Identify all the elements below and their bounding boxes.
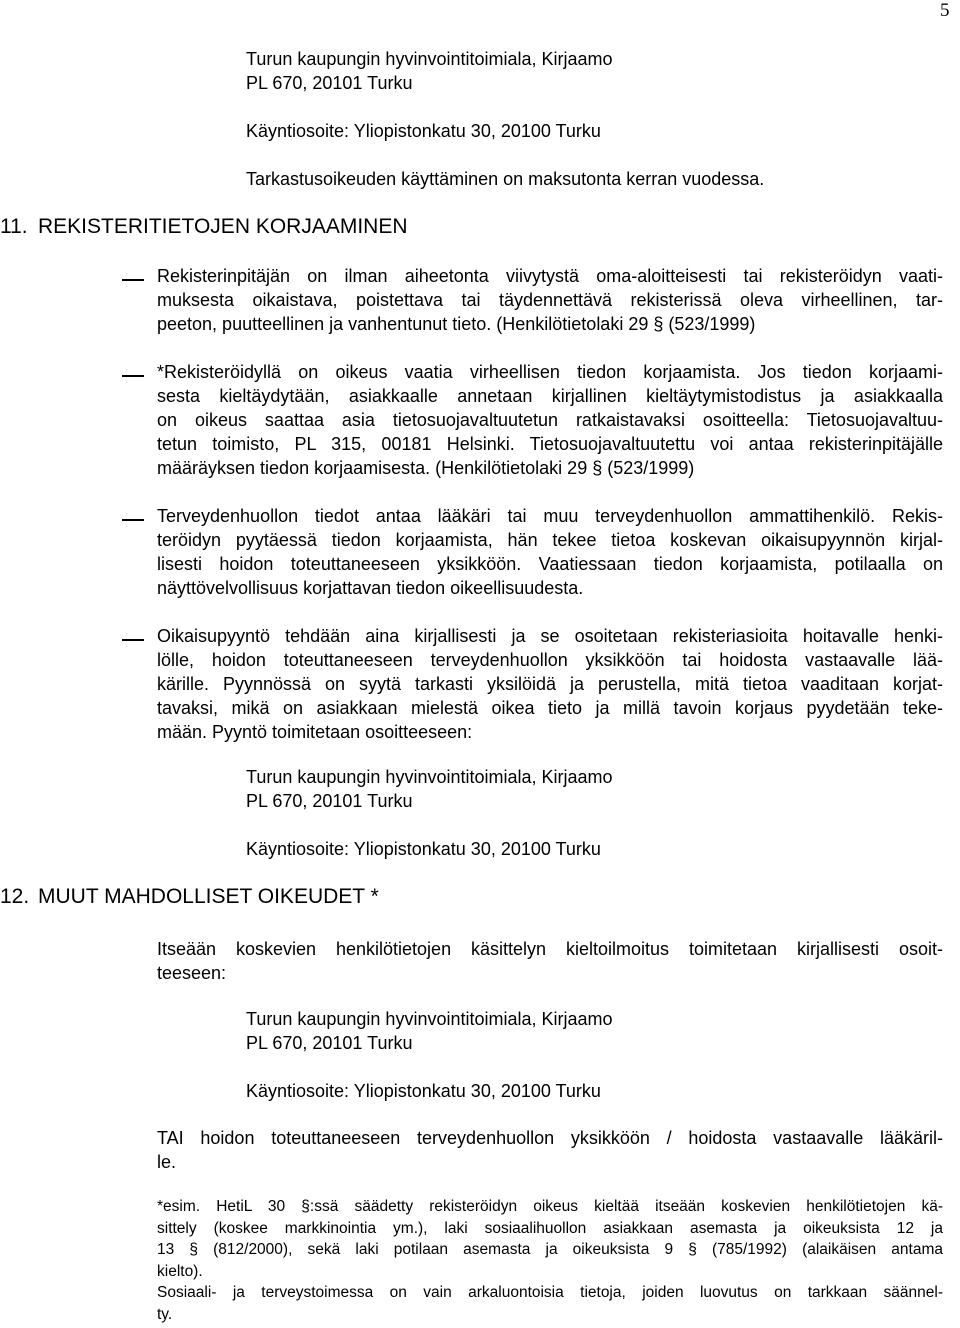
correction-paragraph-3 <box>157 504 943 600</box>
text-line: tavaksi, mikä on asiakkaan mielestä oikea tieto ja millä tavoin korjaus pyydetään teke- <box>157 698 943 718</box>
address-line-2: PL 670, 20101 Turku <box>246 1033 413 1053</box>
text-line: TAI hoidon toteuttaneeseen terveydenhuollon yksikköön / hoidosta vastaavalle lääkäril- <box>157 1128 943 1148</box>
footnote-line: Sosiaali- ja terveystoimessa on vain arkaluontoisia tietoja, joiden luovutus on tarkkaan säännel- <box>157 1284 943 1301</box>
text-line: le. <box>157 1152 177 1172</box>
correction-paragraph-4 <box>157 624 943 744</box>
text-line: on oikeus saattaa asia tietosuojavaltuutetun ratkaistavaksi osoitteella: Tietosuojavaltuu- <box>157 410 943 430</box>
fee-note: Tarkastusoikeuden käyttäminen on maksutonta kerran vuodessa. <box>246 169 765 189</box>
alternative-recipient-paragraph <box>157 1126 943 1174</box>
correction-paragraph-1 <box>157 264 943 336</box>
text-line: mään. Pyyntö toimitetaan osoitteeseen: <box>157 722 473 742</box>
footnote-line: kielto). <box>157 1262 203 1280</box>
visiting-address: Käyntiosoite: Yliopistonkatu 30, 20100 Turku <box>246 839 601 859</box>
page-number: 5 <box>940 0 950 21</box>
text-line: kärille. Pyynnössä on syytä tarkasti yksilöidä ja perustella, mitä tietoa vaaditaan korjat- <box>157 674 943 694</box>
section-12-title: MUUT MAHDOLLISET OIKEUDET * <box>38 885 379 908</box>
bullet-dash <box>122 519 144 521</box>
bullet-dash <box>122 375 144 377</box>
section-11-number: 11. <box>0 215 28 238</box>
visiting-address: Käyntiosoite: Yliopistonkatu 30, 20100 Turku <box>246 1081 601 1101</box>
correction-paragraph-2 <box>157 360 943 480</box>
text-line: Itseään koskevien henkilötietojen käsittelyn kieltoilmoitus toimitetaan kirjallisesti osoit- <box>157 939 943 959</box>
address-line-2: PL 670, 20101 Turku <box>246 73 413 93</box>
text-line: muksesta oikaistava, poistettava tai täydennettävä rekisterissä oleva virheellinen, tar- <box>157 290 943 310</box>
footnote-line: sittely (koskee markkinointia ym.), laki sosiaalihuollon asiakkaan asemasta ja oikeuksista 12 ja <box>157 1219 943 1237</box>
text-line: teeseen: <box>157 963 227 983</box>
text-line: tetun toimisto, PL 315, 00181 Helsinki. Tietosuojavaltuutettu voi antaa rekisterinpitäjälle <box>157 434 943 454</box>
text-line: peeton, puutteellinen ja vanhentunut tieto. (Henkilötietolaki 29 § (523/1999) <box>157 314 756 334</box>
footnote-line: *esim. HetiL 30 §:ssä säädetty rekisteröidyn oikeus kieltää itseään koskevien henkilötietojen kä- <box>157 1198 943 1215</box>
text-line: Terveydenhuollon tiedot antaa lääkäri tai muu terveydenhuollon ammattihenkilö. Rekis- <box>157 506 943 526</box>
prohibition-notice-paragraph <box>157 937 943 985</box>
text-line: lölle, hoidon toteuttaneeseen terveydenhuollon yksikköön tai hoidosta vastaavalle lää- <box>157 650 943 670</box>
address-line-2: PL 670, 20101 Turku <box>246 791 413 811</box>
section-11-title: REKISTERITIETOJEN KORJAAMINEN <box>38 215 408 238</box>
text-line: sesta kieltäydytään, asiakkaalle annetaan kirjallinen kieltäytymistodistus ja asiakkaalla <box>157 386 943 406</box>
bullet-dash <box>122 279 144 281</box>
section-12-number: 12. <box>0 885 30 908</box>
bullet-dash <box>122 639 144 641</box>
text-line: lisesti hoidon toteuttaneeseen yksikköön. Vaatiessaan tiedon korjaamista, potilaalla on <box>157 554 943 574</box>
visiting-address: Käyntiosoite: Yliopistonkatu 30, 20100 Turku <box>246 121 601 141</box>
text-line: Oikaisupyyntö tehdään aina kirjallisesti ja se osoitetaan rekisteriasioita hoitavalle henki- <box>157 626 943 646</box>
text-line: Rekisterinpitäjän on ilman aiheetonta viivytystä oma-aloitteisesti tai rekisteröidyn vaati- <box>157 266 943 286</box>
text-line: teröidyn pyytäessä tiedon korjaamista, hän tekee tietoa koskevan oikaisupyynnön kirjal- <box>157 530 943 550</box>
text-line: määräyksen tiedon korjaamisesta. (Henkilötietolaki 29 § (523/1999) <box>157 458 695 478</box>
footnote-line: ty. <box>157 1305 173 1323</box>
footnote-line: 13 § (812/2000), sekä laki potilaan asemasta ja oikeuksista 9 § (785/1992) (alaikäisen antama <box>157 1241 943 1258</box>
address-line-1: Turun kaupungin hyvinvointitoimiala, Kirjaamo <box>246 767 613 787</box>
text-line: näyttövelvollisuus korjattavan tiedon oikeellisuudesta. <box>157 578 584 598</box>
text-line: *Rekisteröidyllä on oikeus vaatia virheellisen tiedon korjaamista. Jos tiedon korjaami- <box>157 362 943 382</box>
footnote <box>157 1196 943 1325</box>
address-line-1: Turun kaupungin hyvinvointitoimiala, Kirjaamo <box>246 49 613 69</box>
address-line-1: Turun kaupungin hyvinvointitoimiala, Kirjaamo <box>246 1009 613 1029</box>
